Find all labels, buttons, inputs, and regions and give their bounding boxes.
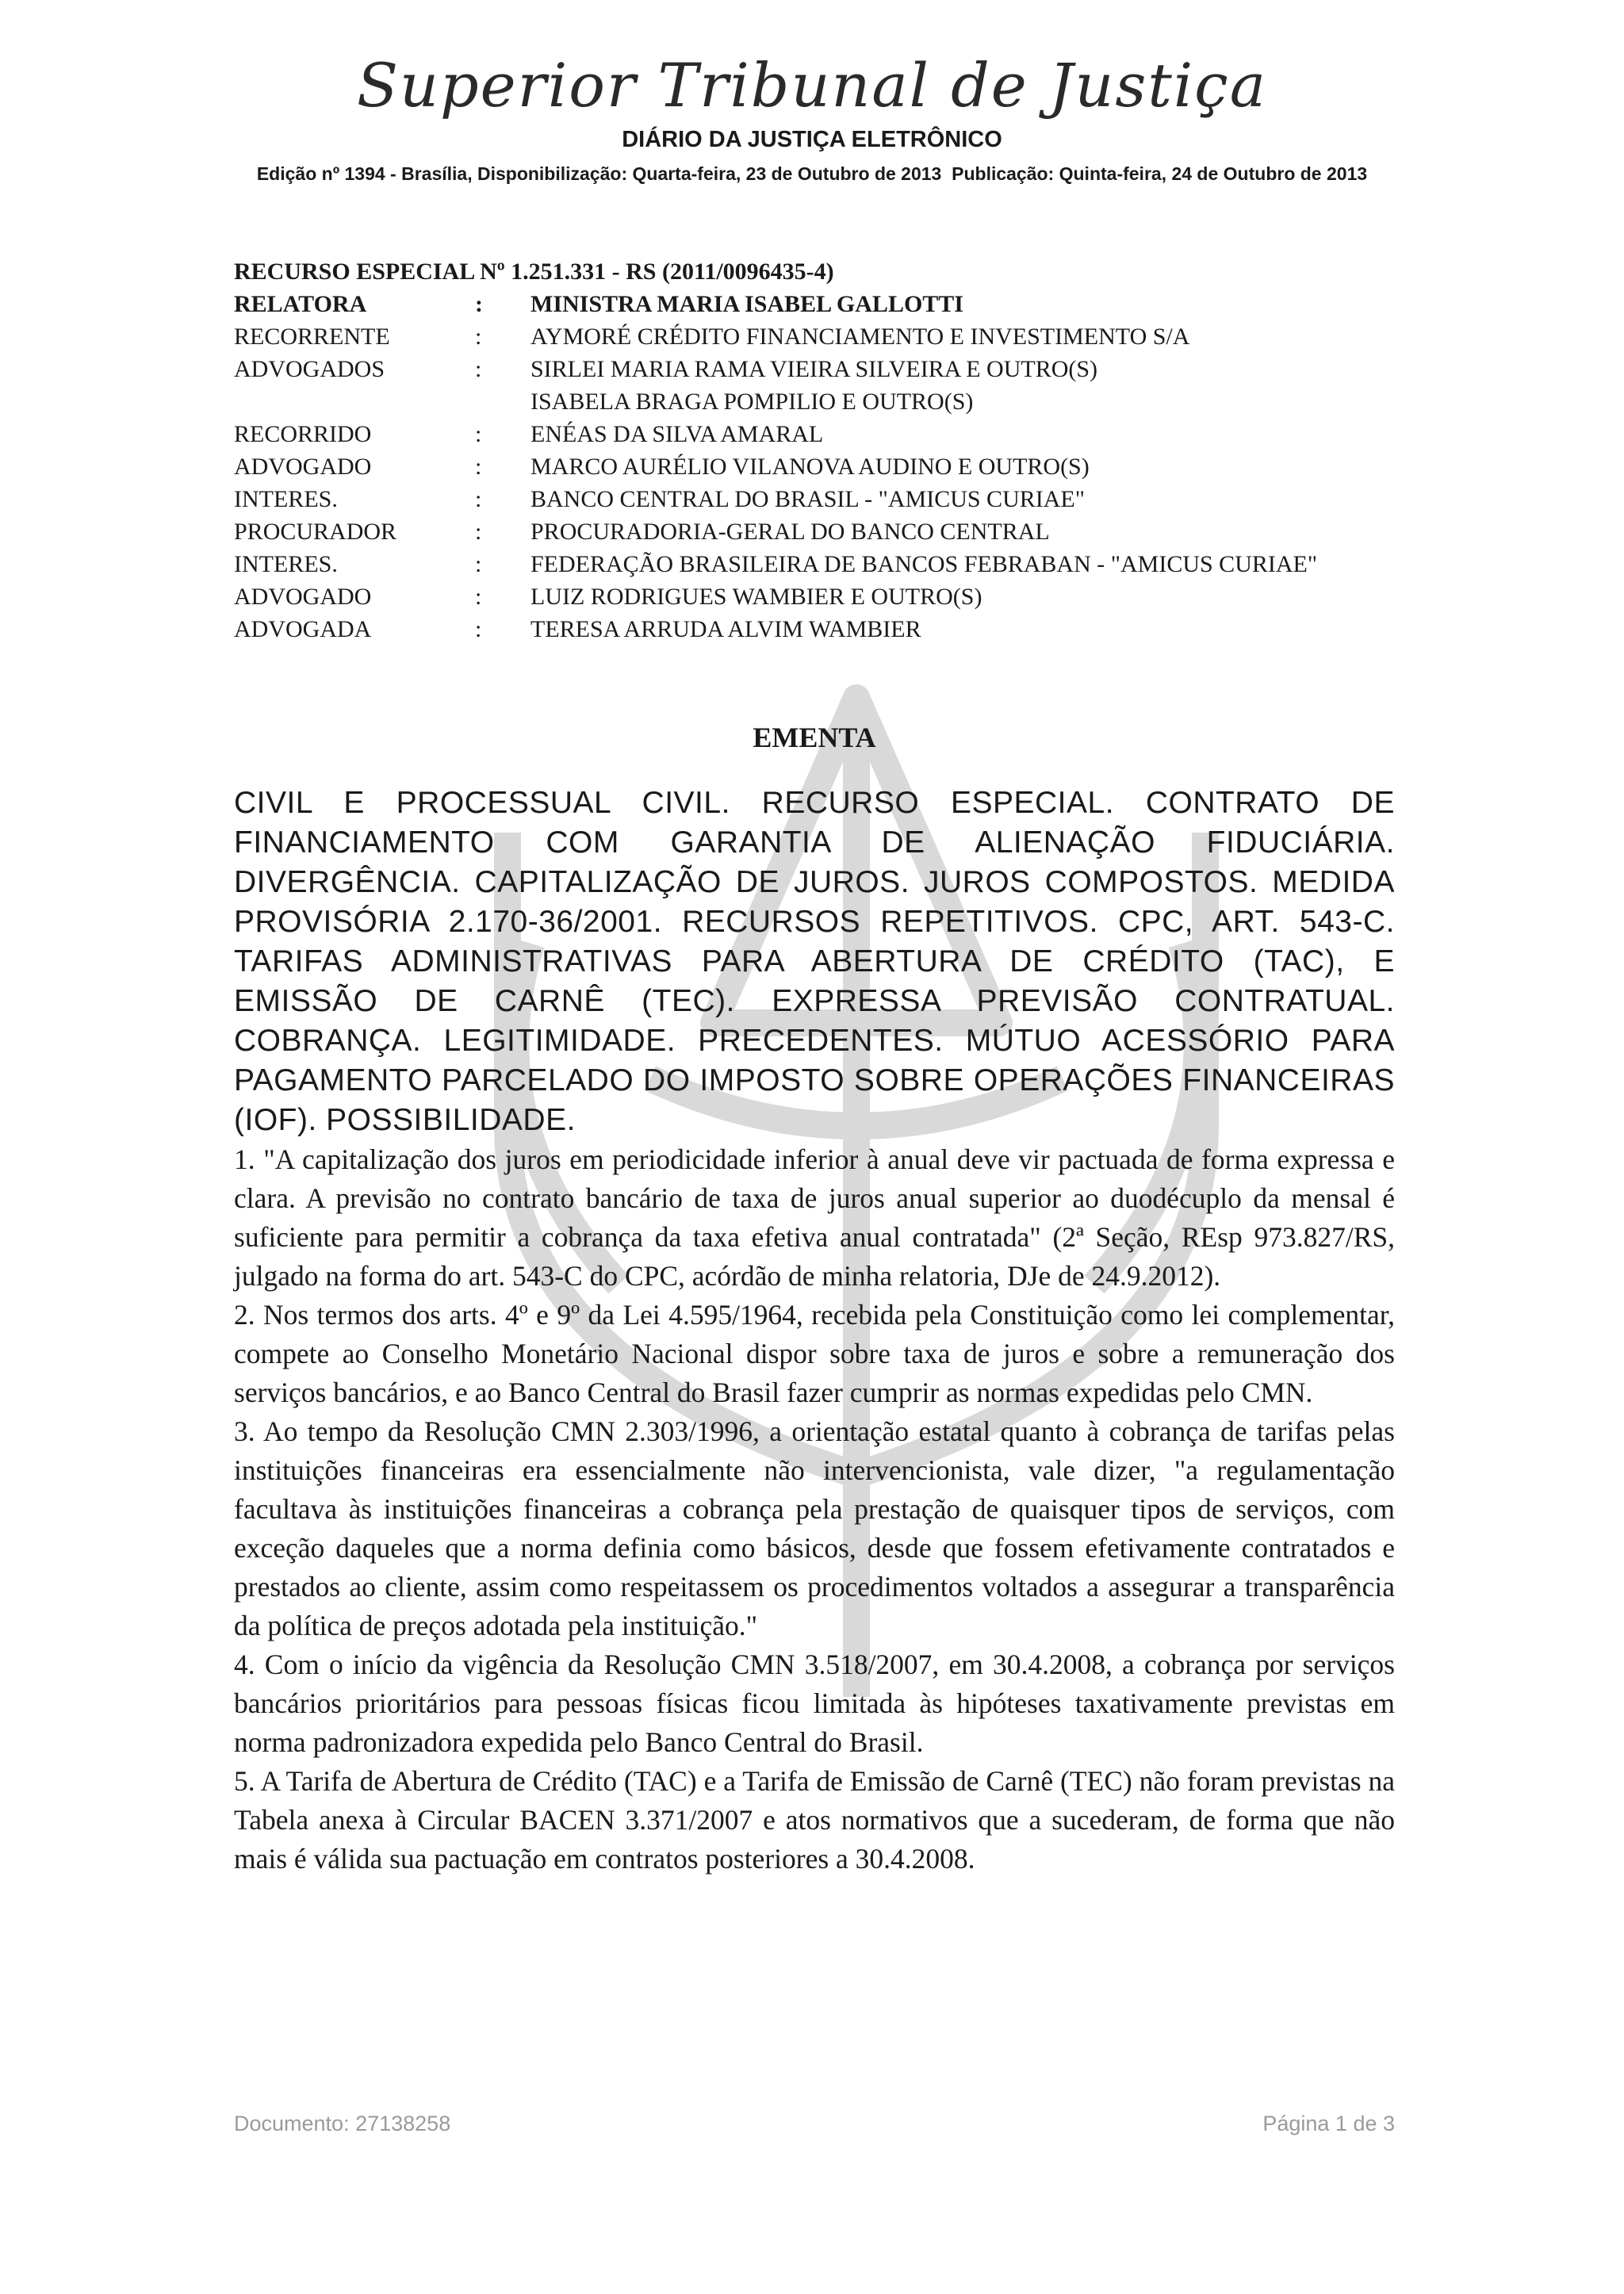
party-name: MARCO AURÉLIO VILANOVA AUDINO E OUTRO(S) bbox=[530, 454, 1090, 480]
document-id: Documento: 27138258 bbox=[234, 2112, 451, 2135]
party-sep: : bbox=[475, 616, 482, 642]
party-role: ADVOGADOS bbox=[234, 356, 385, 382]
case-title: RECURSO ESPECIAL Nº 1.251.331 - RS (2011/0096435-4) bbox=[234, 259, 834, 285]
party-row bbox=[234, 483, 1323, 515]
party-role: RECORRENTE bbox=[234, 324, 390, 350]
party-role: PROCURADOR bbox=[234, 519, 397, 545]
party-row bbox=[234, 385, 1323, 418]
party-role: INTERES. bbox=[234, 486, 338, 512]
party-row bbox=[234, 418, 1323, 450]
party-sep: : bbox=[475, 291, 483, 317]
parties-table bbox=[234, 288, 1323, 645]
party-sep bbox=[475, 385, 530, 418]
party-row bbox=[234, 580, 1323, 613]
party-role: RECORRIDO bbox=[234, 421, 372, 447]
party-name: ENÉAS DA SILVA AMARAL bbox=[530, 421, 824, 447]
publication-info: Publicação: Quinta-feira, 24 de Outubro de 2013 bbox=[952, 163, 1368, 184]
page-number: Página 1 de 3 bbox=[1262, 2112, 1395, 2135]
party-sep: : bbox=[475, 421, 482, 447]
edition-info: Edição nº 1394 - Brasília, Disponibilização: Quarta-feira, 23 de Outubro de 2013 bbox=[256, 163, 942, 184]
party-name: AYMORÉ CRÉDITO FINANCIAMENTO E INVESTIMENTO S/A bbox=[530, 324, 1190, 350]
party-row bbox=[234, 515, 1323, 548]
party-row bbox=[234, 353, 1323, 385]
party-row bbox=[234, 450, 1323, 483]
party-name: BANCO CENTRAL DO BRASIL - "AMICUS CURIAE" bbox=[530, 486, 1085, 512]
party-role: ADVOGADO bbox=[234, 454, 372, 480]
party-name: FEDERAÇÃO BRASILEIRA DE BANCOS FEBRABAN - "AMICUS CURIAE" bbox=[530, 551, 1318, 577]
party-sep: : bbox=[475, 356, 482, 382]
ementa-summary: CIVIL E PROCESSUAL CIVIL. RECURSO ESPECIAL. CONTRATO DE FINANCIAMENTO COM GARANTIA DE ALIENAÇÃO FIDUCIÁRIA. DIVERGÊNCIA. CAPITALIZAÇÃO DE JUROS. JUROS COMPOSTOS. MEDIDA PROVISÓRIA 2.170-36/2001. RECURSOS REPETITIVOS. CPC, ART. 543-C. TARIFAS ADMINISTRATIVAS PARA ABERTURA DE CRÉDITO (TAC), E EMISSÃO DE CARNÊ (TEC). EXPRESSA PREVISÃO CONTRATUAL. COBRANÇA. LEGITIMIDADE. PRECEDENTES. MÚTUO ACESSÓRIO PARA PAGAMENTO PARCELADO DO IMPOSTO SOBRE OPERAÇÕES FINANCEIRAS (IOF). POSSIBILIDADE. bbox=[234, 786, 1395, 1137]
journal-title: DIÁRIO DA JUSTIÇA ELETRÔNICO bbox=[622, 127, 1002, 152]
party-role: RELATORA bbox=[234, 291, 367, 317]
party-row bbox=[234, 320, 1323, 353]
party-row bbox=[234, 548, 1323, 580]
edition-line bbox=[0, 162, 1624, 186]
party-name: SIRLEI MARIA RAMA VIEIRA SILVEIRA E OUTRO(S) bbox=[530, 356, 1098, 382]
ementa-paragraph: 3. Ao tempo da Resolução CMN 2.303/1996, a orientação estatal quanto à cobrança de tarifas pelas instituições financeiras era essencialmente não intervencionista, vale dizer, "a regulamentação facultava às instituições financeiras a cobrança pela prestação de quaisquer tipos de serviços, com exceção daqueles que a norma definia como básicos, desde que fossem efetivamente contratados e prestados ao cliente, assim como respeitassem os procedimentos voltados a assegurar a transparência da política de preços adotada pela instituição." bbox=[234, 1415, 1395, 1641]
party-role bbox=[234, 385, 475, 418]
party-name: ISABELA BRAGA POMPILIO E OUTRO(S) bbox=[530, 389, 974, 415]
document-body bbox=[234, 255, 1395, 1878]
ementa-paragraph: 5. A Tarifa de Abertura de Crédito (TAC) e a Tarifa de Emissão de Carnê (TEC) não foram previstas na Tabela anexa à Circular BACEN 3.371/2007 e atos normativos que a sucederam, de forma que não mais é válida sua pactuação em contratos posteriores a 30.4.2008. bbox=[234, 1765, 1395, 1875]
party-row bbox=[234, 613, 1323, 645]
party-role: ADVOGADA bbox=[234, 616, 372, 642]
party-sep: : bbox=[475, 486, 482, 512]
court-title: Superior Tribunal de Justiça bbox=[356, 50, 1268, 121]
party-sep: : bbox=[475, 584, 482, 610]
ementa-heading: EMENTA bbox=[753, 722, 876, 753]
party-row bbox=[234, 288, 1323, 320]
page-header bbox=[0, 48, 1624, 186]
ementa-paragraph: 4. Com o início da vigência da Resolução CMN 3.518/2007, em 30.4.2008, a cobrança por serviços bancários prioritários para pessoas físicas ficou limitada às hipóteses taxativamente previstas em norma padronizadora expedida pelo Banco Central do Brasil. bbox=[234, 1649, 1395, 1758]
party-name: LUIZ RODRIGUES WAMBIER E OUTRO(S) bbox=[530, 584, 982, 610]
party-sep: : bbox=[475, 551, 482, 577]
party-sep: : bbox=[475, 324, 482, 350]
party-role: INTERES. bbox=[234, 551, 338, 577]
party-role: ADVOGADO bbox=[234, 584, 372, 610]
party-name: PROCURADORIA-GERAL DO BANCO CENTRAL bbox=[530, 519, 1050, 545]
ementa-paragraph: 1. "A capitalização dos juros em periodicidade inferior à anual deve vir pactuada de forma expressa e clara. A previsão no contrato bancário de taxa de juros anual superior ao duodécuplo da mensal é suficiente para permitir a cobrança da taxa efetiva anual contratada" (2ª Seção, REsp 973.827/RS, julgado na forma do art. 543-C do CPC, acórdão de minha relatoria, DJe de 24.9.2012). bbox=[234, 1143, 1395, 1292]
party-sep: : bbox=[475, 454, 482, 480]
party-sep: : bbox=[475, 519, 482, 545]
party-name: TERESA ARRUDA ALVIM WAMBIER bbox=[530, 616, 921, 642]
party-name: MINISTRA MARIA ISABEL GALLOTTI bbox=[530, 291, 963, 317]
ementa-paragraph: 2. Nos termos dos arts. 4º e 9º da Lei 4.595/1964, recebida pela Constituição como lei complementar, compete ao Conselho Monetário Nacional dispor sobre taxa de juros e sobre a remuneração dos serviços bancários, e ao Banco Central do Brasil fazer cumprir as normas expedidas pelo CMN. bbox=[234, 1299, 1395, 1408]
